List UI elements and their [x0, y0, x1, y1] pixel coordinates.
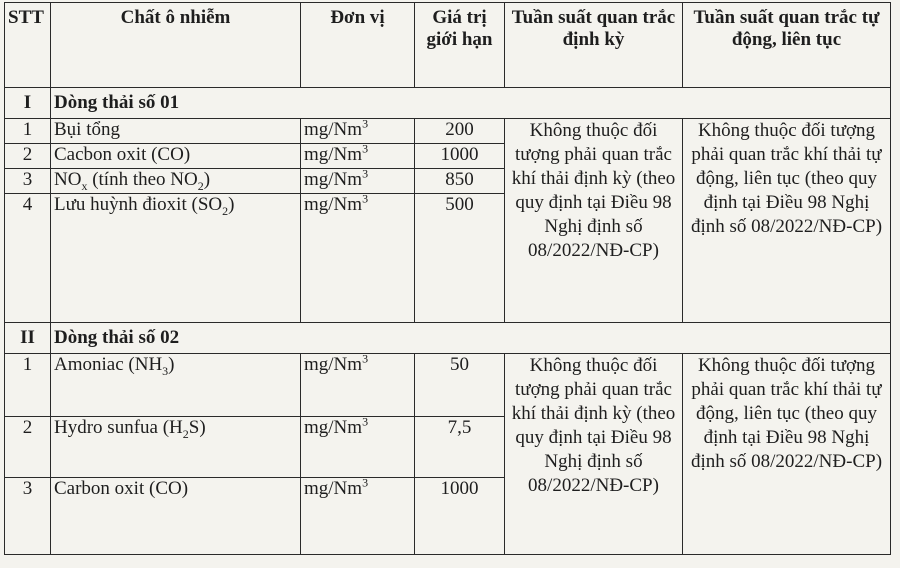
pollutant-name: Bụi tổng	[51, 119, 301, 144]
header-pollutant: Chất ô nhiễm	[51, 3, 301, 88]
pollutant-name: Carbon oxit (CO)	[51, 478, 301, 555]
limit-value: 7,5	[415, 417, 505, 478]
row-no: 2	[5, 417, 51, 478]
header-row	[5, 3, 891, 88]
unit-cell: mg/Nm$^3$	[301, 119, 415, 144]
section-row	[5, 323, 891, 354]
limit-value: 1000	[415, 144, 505, 169]
pollutant-name: Lưu huỳnh đioxit $(SO_2)$	[51, 194, 301, 323]
row-no: 4	[5, 194, 51, 323]
unit-cell: mg/Nm$^3$	[301, 194, 415, 323]
unit-cell: mg/Nm$^3$	[301, 169, 415, 194]
unit-cell: mg/Nm$^3$	[301, 144, 415, 169]
header-auto: Tuần suất quan trắc tự động, liên tục	[683, 3, 891, 88]
auto-note: Không thuộc đối tượng phải quan trắc khí thải tự động, liên tục (theo quy định tại Điều 98 Nghị định số 08/2022/NĐ-CP)	[683, 354, 891, 555]
periodic-note: Không thuộc đối tượng phải quan trắc khí thải định kỳ (theo quy định tại Điều 98 Nghị định số 08/2022/NĐ-CP)	[505, 354, 683, 555]
row-no: 1	[5, 354, 51, 417]
table-row	[5, 119, 891, 144]
pollutant-name: $NO_x$ (tính theo $NO_2$)	[51, 169, 301, 194]
header-limit: Giá trị giới hạn	[415, 3, 505, 88]
pollutant-name: Hydro sunfua $(H_2S)$	[51, 417, 301, 478]
auto-note: Không thuộc đối tượng phải quan trắc khí thải tự động, liên tục (theo quy định tại Điều 98 Nghị định số 08/2022/NĐ-CP)	[683, 119, 891, 323]
unit-cell: mg/Nm$^3$	[301, 354, 415, 417]
unit-cell: mg/Nm$^3$	[301, 478, 415, 555]
section-title: Dòng thải số 02	[51, 323, 891, 354]
limit-value: 200	[415, 119, 505, 144]
pollutant-name: Cacbon oxit (CO)	[51, 144, 301, 169]
unit-cell: mg/Nm$^3$	[301, 417, 415, 478]
periodic-note: Không thuộc đối tượng phải quan trắc khí thải định kỳ (theo quy định tại Điều 98 Nghị định số 08/2022/NĐ-CP)	[505, 119, 683, 323]
row-no: 1	[5, 119, 51, 144]
row-no: 2	[5, 144, 51, 169]
limit-value: 500	[415, 194, 505, 323]
table-row	[5, 354, 891, 417]
section-roman: II	[5, 323, 51, 354]
limit-value: 50	[415, 354, 505, 417]
pollutant-name: Amoniac $(NH_3)$	[51, 354, 301, 417]
header-stt: STT	[5, 3, 51, 88]
row-no: 3	[5, 478, 51, 555]
section-title: Dòng thải số 01	[51, 88, 891, 119]
header-periodic: Tuần suất quan trắc định kỳ	[505, 3, 683, 88]
section-roman: I	[5, 88, 51, 119]
emission-limits-table	[4, 2, 891, 555]
limit-value: 850	[415, 169, 505, 194]
section-row	[5, 88, 891, 119]
row-no: 3	[5, 169, 51, 194]
limit-value: 1000	[415, 478, 505, 555]
header-unit: Đơn vị	[301, 3, 415, 88]
